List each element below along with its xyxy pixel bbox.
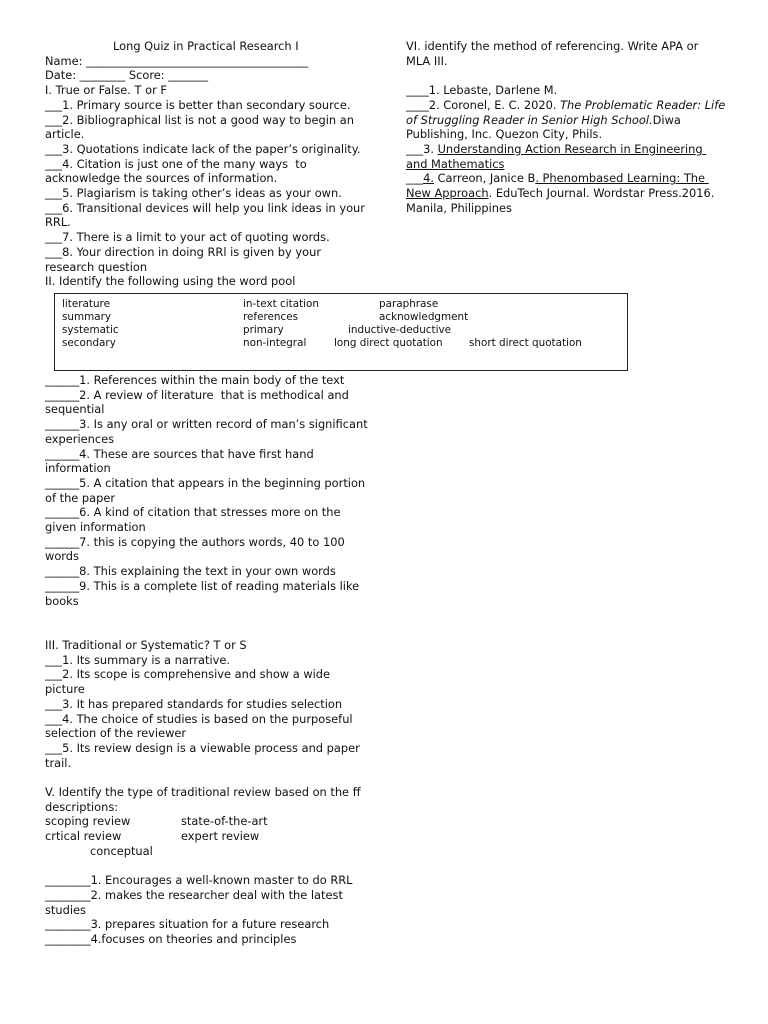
word-pool-term: inductive-deductive: [348, 324, 452, 336]
part5-item: ________2. makes the researcher deal with the latest studies: [45, 887, 347, 917]
right-column: [406, 39, 729, 215]
part3-item: ___1. Its summary is a narrative.: [45, 652, 230, 667]
name-field-line: Name: _______________________________________: [45, 53, 309, 68]
part2-item: ______8. This explaining the text in your own words: [45, 564, 336, 579]
part6-item: [406, 171, 726, 215]
part5-option: conceptual: [90, 843, 153, 858]
part2-item: ______6. A kind of citation that stresses more on the given information: [45, 505, 345, 535]
part5-heading: V. Identify the type of traditional review based on the ff descriptions:: [45, 785, 365, 814]
part5-item: ________1. Encourages a well-known master to do RRL: [45, 873, 353, 888]
part6-item2-title: The Problematic Reader: Life of Struggling Reader in Senior High School.: [406, 97, 729, 127]
word-pool-term: long direct quotation: [334, 337, 443, 349]
part6-item: [406, 142, 726, 171]
word-pool-term: in-text citation: [243, 298, 319, 310]
part1-item: ___4. Citation is just one of the many ways to acknowledge the sources of information.: [45, 156, 311, 186]
part2-items: [45, 373, 370, 608]
part6-item4-number: 4.: [423, 171, 434, 186]
word-pool-term: literature: [62, 298, 110, 310]
part1-item: ___1. Primary source is better than secondary source.: [45, 97, 351, 112]
part5-item: ________3. prepares situation for a future research: [45, 917, 330, 932]
word-pool-box: [54, 293, 628, 371]
part5-section: [45, 785, 370, 947]
word-pool-term: primary: [243, 324, 284, 336]
part2-item: ______1. References within the main body of the text: [45, 373, 345, 387]
word-pool-term: secondary: [62, 337, 116, 349]
part6-item4-title: . Phenombased Learning: The New Approach: [406, 171, 709, 201]
part1-item: ___6. Transitional devices will help you link ideas in your RRL.: [45, 200, 369, 230]
part6-heading: VI. identify the method of referencing. Write APA or MLA III.: [406, 39, 702, 68]
part6-item: ____1. Lebaste, Darlene M.: [406, 83, 558, 98]
part2-item: ______9. This is a complete list of reading materials like books: [45, 578, 363, 608]
part5-option: expert review: [181, 829, 260, 844]
part3-heading: III. Traditional or Systematic? T or S: [45, 638, 247, 652]
part5-options-row: [45, 829, 370, 844]
part6-item2-prefix: ____2. Coronel, E. C. 2020.: [406, 97, 561, 112]
part3-section: [45, 638, 370, 770]
part5-option: scoping review: [45, 814, 131, 829]
word-pool-term: paraphrase: [379, 298, 439, 310]
part3-item: ___2. Its scope is comprehensive and show a wide picture: [45, 667, 334, 697]
word-pool-term: summary: [62, 311, 112, 323]
part3-item: ___3. It has prepared standards for studies selection: [45, 696, 343, 711]
part2-item: ______7. this is copying the authors words, 40 to 100 words: [45, 534, 349, 564]
part1-item: ___7. There is a limit to your act of quoting words.: [45, 230, 330, 245]
part6-item4-prefix: ___: [406, 171, 424, 186]
part6-item4-publisher: . EduTech Journal. Wordstar Press.2016. Manila, Philippines: [406, 186, 719, 215]
part1-item: ___5. Plagiarism is taking other’s ideas as your own.: [45, 186, 342, 201]
part2-item: ______2. A review of literature that is methodical and sequential: [45, 387, 353, 417]
date-score-line: Date: ________ Score: _______: [45, 68, 209, 83]
part6-item3-title: Understanding Action Research in Engineering and Mathematics: [406, 141, 707, 171]
part6-item4-author: Carreon, Janice B: [433, 171, 536, 186]
part3-item: ___5. Its review design is a viewable process and paper trail.: [45, 740, 364, 770]
part2-item: ______4. These are sources that have first hand information: [45, 446, 318, 476]
part5-options-row: [45, 814, 370, 829]
part1-item: ___8. Your direction in doing RRl is given by your research question: [45, 244, 325, 274]
part2-item: ______3. Is any oral or written record of man’s significant experiences: [45, 417, 372, 446]
left-column: [45, 39, 369, 289]
word-pool-term: short direct quotation: [469, 337, 582, 349]
part6-item2-publisher: Diwa Publishing, Inc. Quezon City, Phils.: [406, 112, 685, 142]
part6-item3-prefix: ___3.: [406, 141, 438, 156]
part1-heading: I. True or False. T or F: [45, 83, 167, 98]
word-pool-term: systematic: [62, 324, 119, 336]
part1-item: ___3. Quotations indicate lack of the paper’s originality.: [45, 141, 361, 156]
part6-item: [406, 97, 729, 142]
part5-item: ________4.focuses on theories and principles: [45, 932, 297, 947]
word-pool-term: references: [243, 311, 299, 323]
part2-heading: II. Identify the following using the word pool: [45, 274, 296, 289]
part5-option: crtical review: [45, 829, 122, 844]
word-pool-term: acknowledgment: [379, 311, 469, 323]
part3-item: ___4. The choice of studies is based on the purposeful selection of the reviewer: [45, 711, 357, 741]
part5-option: state-of-the-art: [181, 814, 268, 829]
part2-item: ______5. A citation that appears in the beginning portion of the paper: [45, 475, 369, 505]
part1-item: ___2. Bibliographical list is not a good way to begin an article.: [45, 112, 358, 142]
word-pool-term: non-integral: [243, 337, 307, 349]
page-title: Long Quiz in Practical Research I: [113, 39, 299, 53]
